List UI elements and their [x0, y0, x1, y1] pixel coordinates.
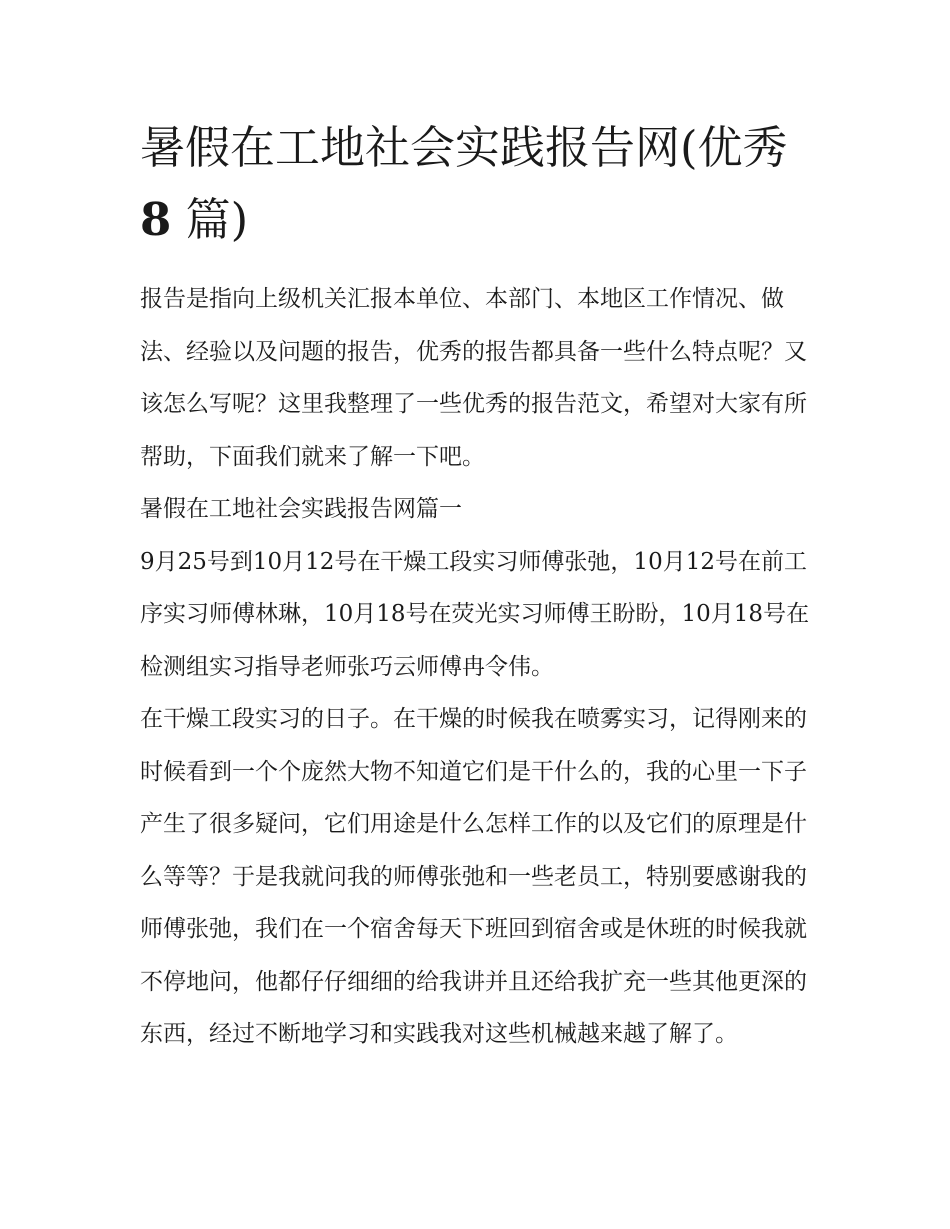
title-text-part1: 暑假在工地社会实践报告网(优秀	[140, 121, 788, 174]
body-paragraph-1: 9月25号到10月12号在干燥工段实习师傅张弛，10月12号在前工序实习师傅林琳，10月18号在荧光实习师傅王盼盼，10月18号在检测组实习指导老师张巧云师傅冉令伟。	[140, 548, 810, 680]
title-text-part2: 篇)	[185, 193, 249, 246]
document-body	[140, 112, 812, 1061]
title-number: 8	[140, 193, 172, 246]
body-paragraph-2: 在干燥工段实习的日子。在干燥的时候我在喷雾实习，记得刚来的时候看到一个个庞然大物不知道它们是干什么的，我的心里一下子产生了很多疑问，它们用途是什么怎样工作的以及它们的原理是什么等等？于是我就问我的师傅张弛和一些老员工，特别要感谢我的师傅张弛，我们在一个宿舍每天下班回到宿舍或是休班的时候我就不停地问，他都仔仔细细的给我讲并且还给我扩充一些其他更深的东西，经过不断地学习和实践我对这些机械越来越了解了。	[140, 706, 807, 1047]
section-heading: 暑假在工地社会实践报告网篇一	[140, 496, 462, 522]
document-title	[140, 112, 812, 256]
intro-paragraph: 报告是指向上级机关汇报本单位、本部门、本地区工作情况、做法、经验以及问题的报告，优秀的报告都具备一些什么特点呢？又该怎么写呢？这里我整理了一些优秀的报告范文，希望对大家有所帮助，下面我们就来了解一下吧。	[140, 286, 807, 470]
